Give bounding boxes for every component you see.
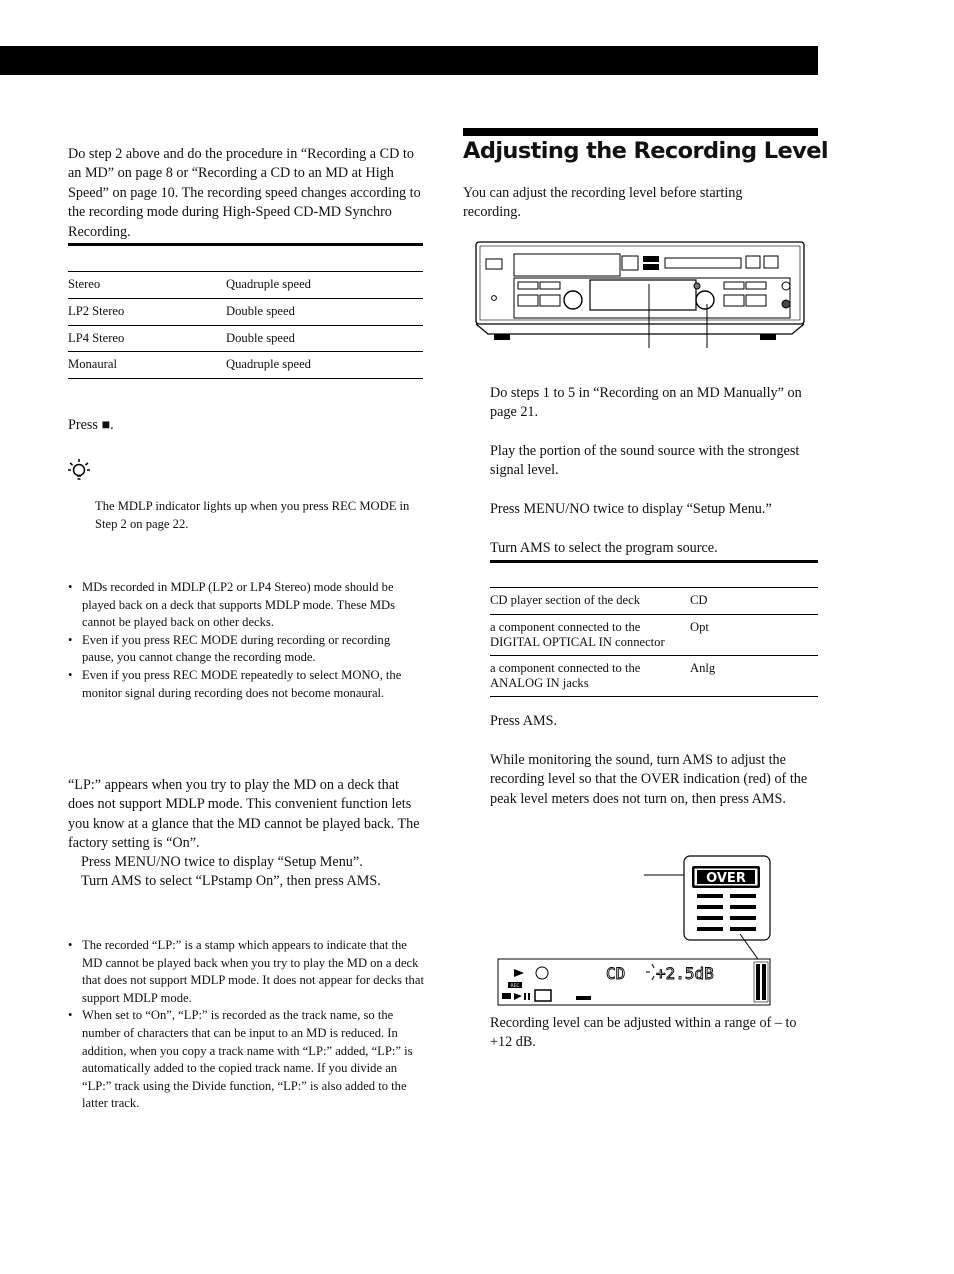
speed-table [68,272,423,379]
table-cell-mode: Monaural [68,356,117,371]
title-rule [463,128,818,136]
table-row [68,298,423,325]
table-cell-source: CD player section of the deck [490,593,641,607]
table-cell-speed: Double speed [226,330,295,345]
footer-note: Recording level can be adjusted within a range of – to +12 dB. [490,1015,797,1051]
table-row [490,588,818,614]
step-4: Turn AMS to select the program source. [490,540,718,556]
notes-list-2 [68,937,424,1113]
tip-text: The MDLP indicator lights up when you press REC MODE in Step 2 on page 22. [95,499,410,531]
table-cell-speed: Double speed [226,303,295,318]
md-deck-front-panel [472,238,812,350]
table-cell-display: Opt [690,619,709,634]
peak-meter-detail [640,854,774,944]
table-cell-speed: Quadruple speed [226,356,311,371]
table-cell-display: CD [690,593,708,607]
table-row [68,351,423,378]
lp-step-1: Press MENU/NO twice to display “Setup Menu”. [81,854,363,870]
table-cell-speed: Quadruple speed [226,277,311,291]
lp-paragraph: “LP:” appears when you try to play the MD on a deck that does not support MDLP mode. This convenient function lets you know at a glance that the MD cannot be played back. The factory setting is “On”. [68,777,420,852]
table-rule-top [490,560,818,563]
step-5: Press AMS. [490,713,558,729]
table-cell-mode: Stereo [68,277,101,291]
lp-step-2: Turn AMS to select “LPstamp On”, then press AMS. [81,873,381,889]
note-item: • The recorded “LP:” is a stamp which appears to indicate that the MD cannot be played back when you try to play the MD on a deck that does not support MDLP mode. It does not appear for decks that support MDLP mode. [68,937,424,1007]
table-cell-source: a component connected to the ANALOG IN jacks [490,660,641,690]
source-table [490,588,818,697]
note-item: • MDs recorded in MDLP (LP2 or LP4 Stereo) mode should be played back on a deck that supports MDLP mode. These MDs cannot be played back on other decks. [68,579,424,632]
table-cell-mode: LP2 Stereo [68,303,125,318]
table-cell-mode: LP4 Stereo [68,330,125,345]
step-3: Press MENU/NO twice to display “Setup Menu.” [490,501,772,517]
press-stop: Press ■. [68,417,114,433]
right-intro: You can adjust the recording level before starting recording. [463,185,743,221]
table-rule-top [68,243,423,246]
table-cell-display: Anlg [690,660,716,675]
display-rec: REC [510,984,520,989]
table-row [68,325,423,351]
table-cell-source: a component connected to the DIGITAL OPTICAL IN connector [490,619,665,649]
left-intro: Do step 2 above and do the procedure in “Recording a CD to an MD” on page 8 or “Recording a CD to an MD at High Speed” on page 10. The recording speed changes according to the recording mode during High-Speed CD-MD Synchro Recording. [68,146,421,240]
lcd-display-icon [496,934,774,1008]
display-source: CD [606,964,626,983]
table-row [490,614,818,655]
header-bar [0,46,818,75]
table-row [68,272,423,298]
display-level: +2.5dB [656,964,714,983]
note-item: • When set to “On”, “LP:” is recorded as the track name, so the number of characters that can be input to an MD is reduced. In addition, when you copy a track name with “LP:” added, “LP:” is automatically added to the copied track name. If you divide an “LP:” track using the Divide function, “LP:” is also added to the latter track. [68,1007,424,1113]
over-label: OVER [706,871,746,886]
note-item: • Even if you press REC MODE repeatedly to select MONO, the monitor signal during recording does not become monaural. [68,667,424,702]
notes-list-1 [68,579,424,702]
lightbulb-icon [68,458,90,484]
step-1: Do steps 1 to 5 in “Recording on an MD Manually” on page 21. [490,385,802,421]
table-row [490,655,818,696]
step-6: While monitoring the sound, turn AMS to adjust the recording level so that the OVER indication (red) of the peak level meters does not turn on, then press AMS. [490,752,808,807]
step-2: Play the portion of the sound source with the strongest signal level. [490,443,800,479]
note-item: • Even if you press REC MODE during recording or recording pause, you cannot change the recording mode. [68,632,424,667]
page-title: Adjusting the Recording Level [463,138,829,164]
